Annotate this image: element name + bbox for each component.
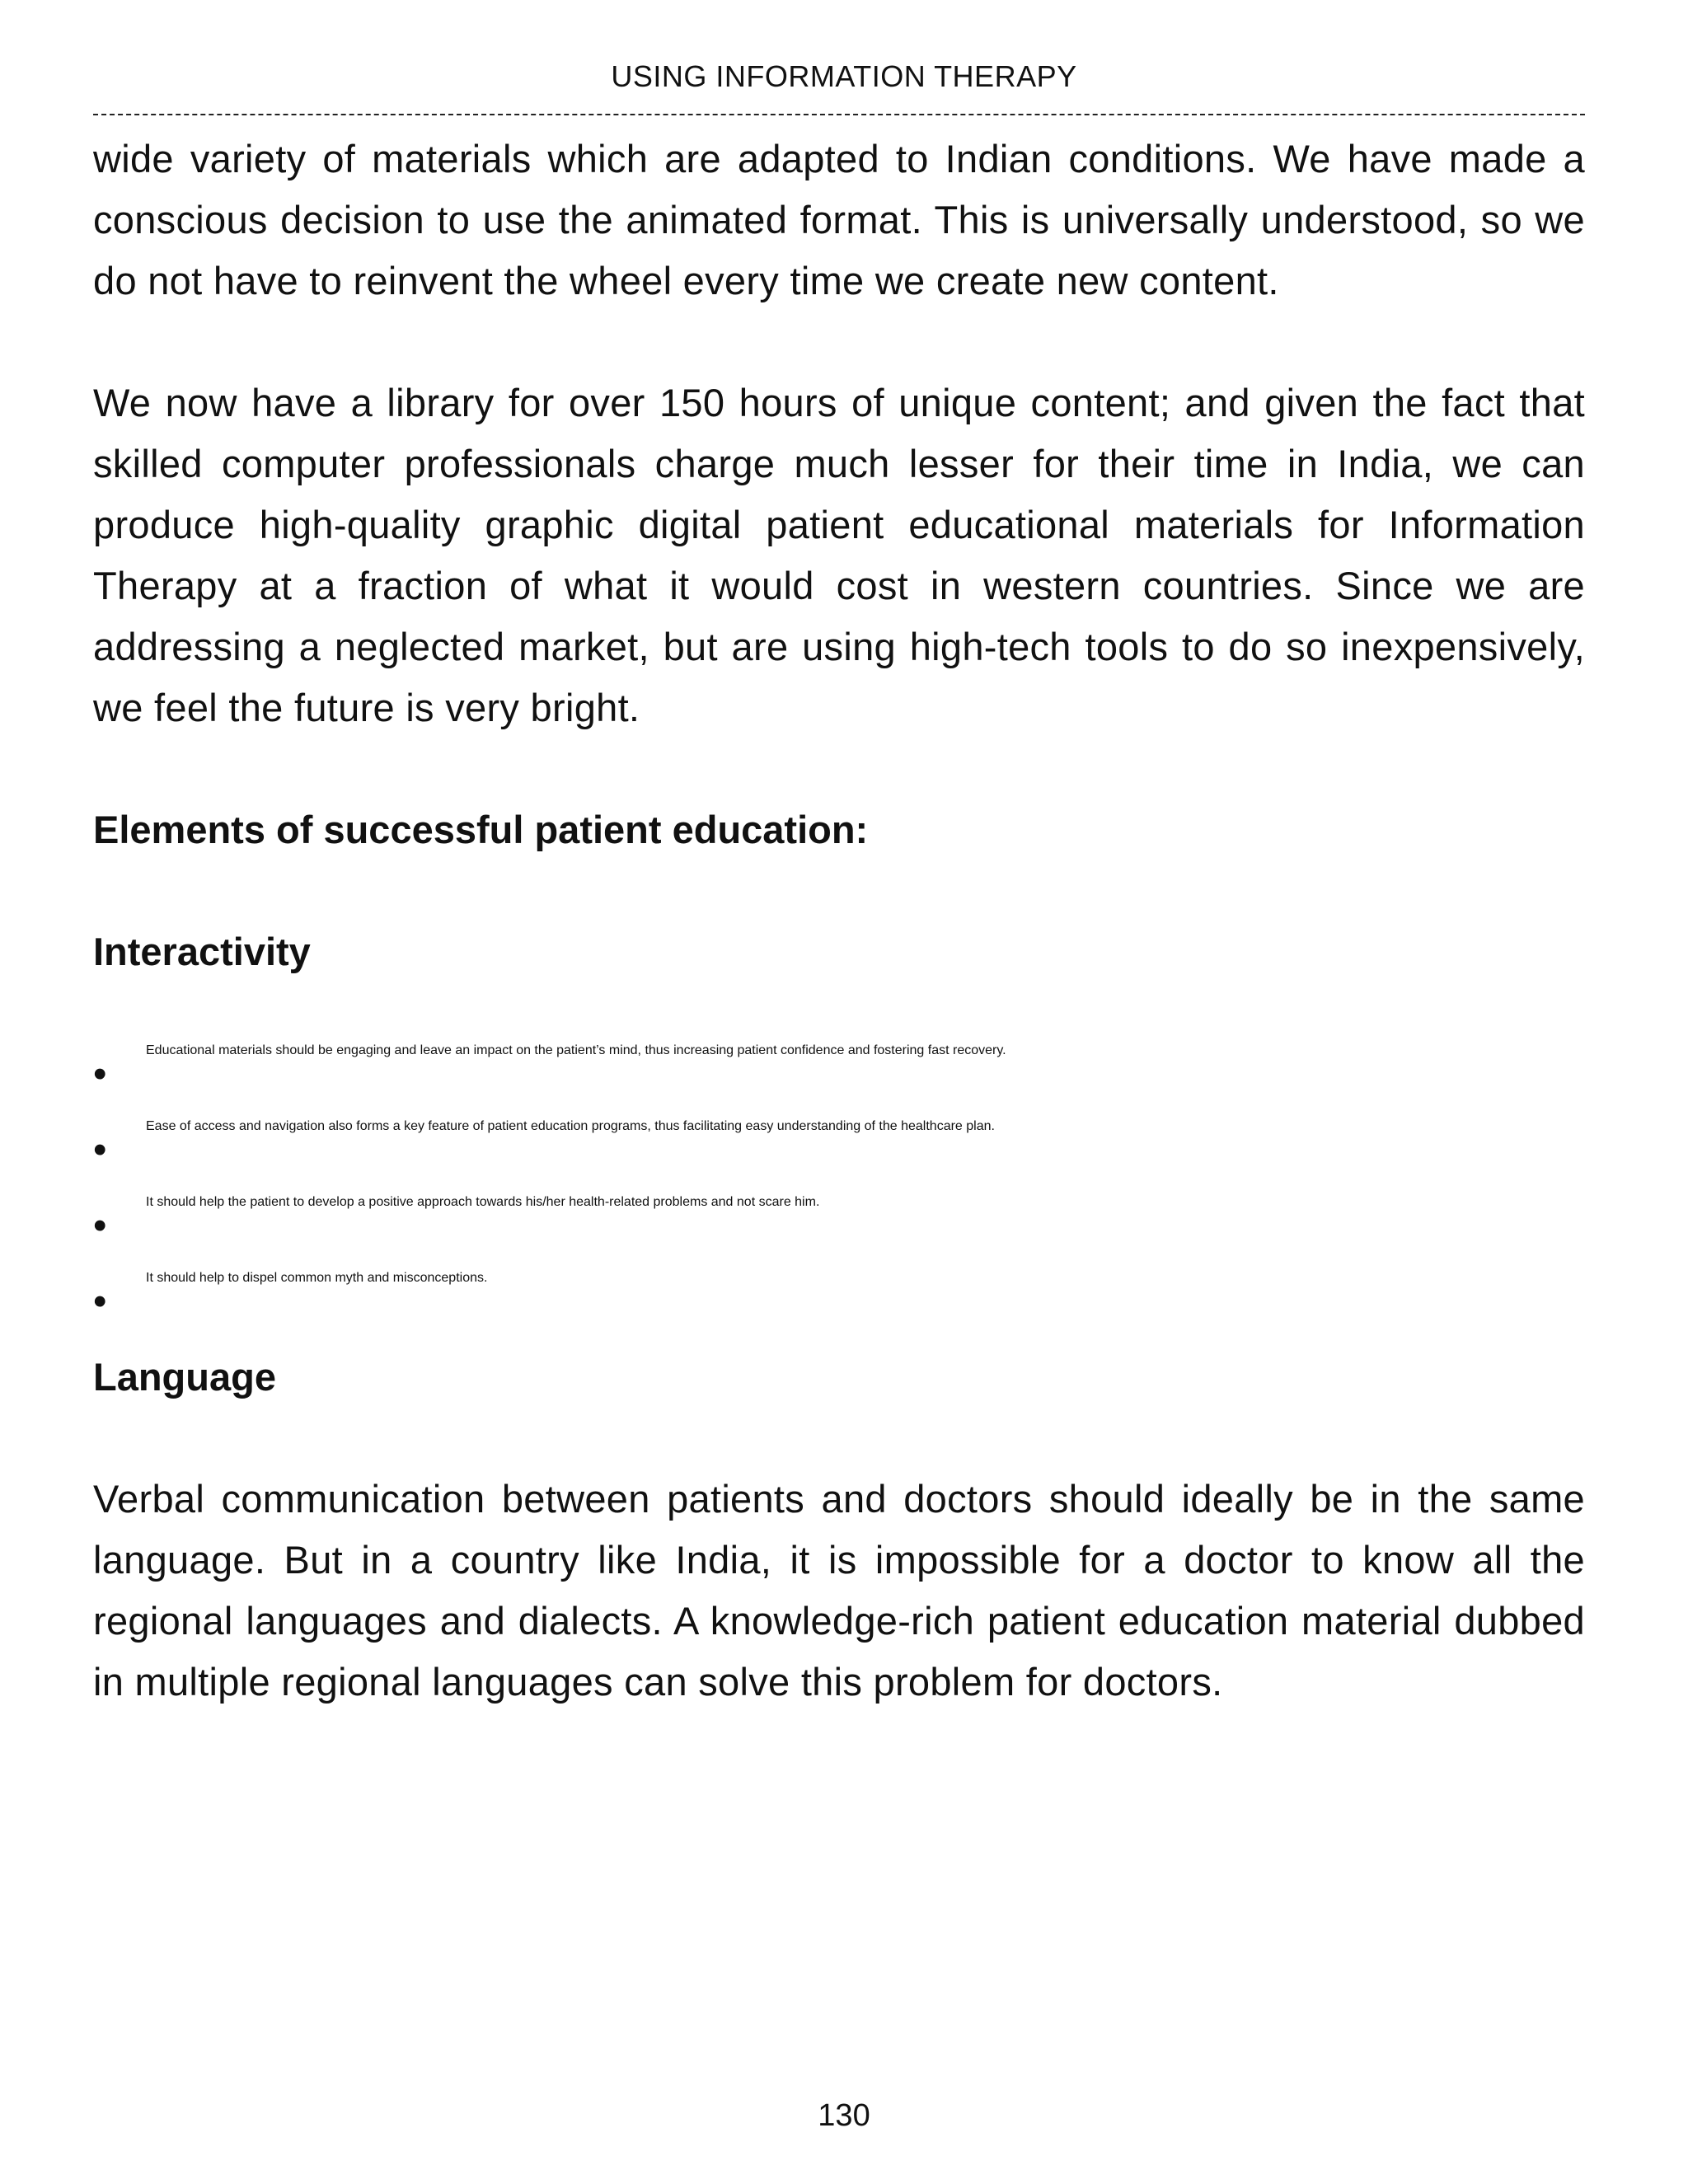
body-content <box>93 129 1585 1713</box>
paragraph-library: We now have a library for over 150 hours of unique content; and given the fact that skilled computer professionals charge much lesser for their time in India, we can produce high-quality graphic digital patient educational materials for Information Therapy at a fraction of what it would cost in western countries. Since we are addressing a neglected market, but are using high-tech tools to do so inexpensively, we feel the future is very bright. <box>93 381 1585 729</box>
section-heading-elements: Elements of successful patient education: <box>93 808 869 851</box>
list-item <box>93 1043 1585 1095</box>
list-item-text: It should help to dispel common myth and misconceptions. <box>146 1271 488 1285</box>
list-item <box>93 1271 1585 1323</box>
subheading-interactivity: Interactivity <box>93 930 311 973</box>
bullet-icon: • <box>93 1052 107 1095</box>
list-item <box>93 1195 1585 1247</box>
running-header: USING INFORMATION THERAPY <box>611 59 1077 93</box>
paragraph-language: Verbal communication between patients and doctors should ideally be in the same language. But in a country like India, it is impossible for a doctor to know all the regional languages and dialects. A knowledge-rich patient education material dubbed in multiple regional languages can solve this problem for doctors. <box>93 1477 1585 1704</box>
bullet-icon: • <box>93 1279 107 1323</box>
header-divider <box>93 114 1585 115</box>
interactivity-list <box>93 1043 1585 1323</box>
paragraph-intro: wide variety of materials which are adapted to Indian conditions. We have made a conscious decision to use the animated format. This is universally understood, so we do not have to reinvent the wheel every time we create new content. <box>93 137 1585 302</box>
bullet-icon: • <box>93 1127 107 1171</box>
list-item-text: Ease of access and navigation also forms a key feature of patient education programs, thus facilitating easy understanding of the healthcare plan. <box>146 1119 995 1133</box>
bullet-icon: • <box>93 1203 107 1247</box>
subheading-language: Language <box>93 1355 276 1399</box>
list-item <box>93 1119 1585 1171</box>
list-item-text: Educational materials should be engaging and leave an impact on the patient’s mind, thus increasing patient confidence and fostering fast recovery. <box>146 1043 1006 1057</box>
page-number: 130 <box>818 2098 870 2133</box>
list-item-text: It should help the patient to develop a positive approach towards his/her health-related problems and not scare him. <box>146 1195 820 1209</box>
